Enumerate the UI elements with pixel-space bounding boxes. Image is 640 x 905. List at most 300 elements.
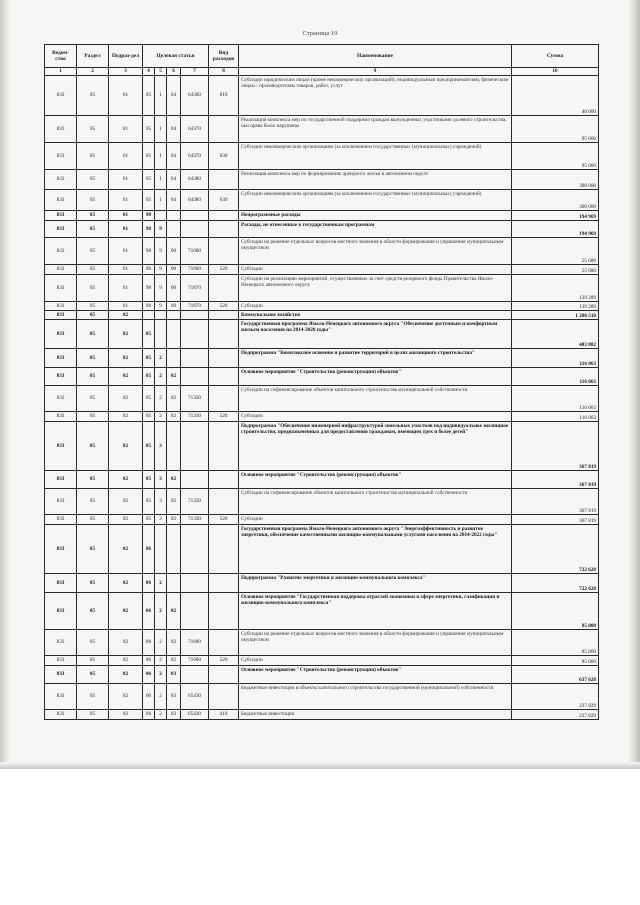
razdel-cell: 05 xyxy=(77,211,109,221)
razdel-cell: 05 xyxy=(77,525,109,574)
vedomstvo-cell: 833 xyxy=(45,265,77,275)
target-direction-cell: 71600 xyxy=(181,630,209,656)
vedomstvo-cell: 833 xyxy=(45,190,77,211)
expense-type-cell xyxy=(209,684,239,710)
target-direction-cell xyxy=(181,221,209,238)
sum-cell: 237 829 xyxy=(512,710,599,720)
target-event-cell xyxy=(167,221,181,238)
vedomstvo-cell: 833 xyxy=(45,311,77,320)
vedomstvo-cell: 833 xyxy=(45,422,77,471)
name-cell: Подпрограмма "Комплексное освоение и развитие территорий в целях жилищного строительства" xyxy=(239,349,512,368)
sum-cell: 483 882 xyxy=(512,320,599,349)
expense-type-cell: 520 xyxy=(209,302,239,311)
target-program-cell: 98 xyxy=(143,265,155,275)
name-cell: Субсидии некоммерческим организациям (за исключением государственных (муниципальных) учреждений) xyxy=(239,190,512,211)
vedomstvo-cell: 833 xyxy=(45,143,77,170)
expense-type-cell xyxy=(209,368,239,386)
target-event-cell: 00 xyxy=(167,275,181,302)
sum-cell: 1 206 510 xyxy=(512,311,599,320)
sum-cell: 722 628 xyxy=(512,574,599,593)
expense-type-cell xyxy=(209,386,239,412)
target-subprogram-cell: 1 xyxy=(155,76,167,116)
target-subprogram-cell: 9 xyxy=(155,302,167,311)
target-subprogram-cell: 2 xyxy=(155,412,167,422)
table-row xyxy=(45,574,599,593)
target-subprogram-cell: 3 xyxy=(155,422,167,471)
table-row xyxy=(45,320,599,349)
target-program-cell: 05 xyxy=(143,368,155,386)
target-subprogram-cell xyxy=(155,211,167,221)
target-direction-cell: 64370 xyxy=(181,143,209,170)
column-number: 4 xyxy=(143,68,155,76)
table-row xyxy=(45,170,599,190)
razdel-cell: 05 xyxy=(77,574,109,593)
razdel-cell: 05 xyxy=(77,412,109,422)
page-number: Страница 19 xyxy=(302,30,338,37)
budget-table xyxy=(44,44,599,720)
sum-cell: 300 000 xyxy=(512,170,599,190)
podrazdel-cell: 02 xyxy=(109,412,143,422)
target-subprogram-cell: 1 xyxy=(155,143,167,170)
name-cell: Коммунальное хозяйство xyxy=(239,311,512,320)
target-event-cell: 02 xyxy=(167,412,181,422)
target-event-cell xyxy=(167,422,181,471)
target-direction-cell xyxy=(181,311,209,320)
razdel-cell: 05 xyxy=(77,489,109,515)
name-cell: Субсидии на софинансирование объектов капитального строительства муниципальной собственности xyxy=(239,386,512,412)
sum-cell: 637 628 xyxy=(512,666,599,684)
expense-type-cell xyxy=(209,275,239,302)
podrazdel-cell: 01 xyxy=(109,221,143,238)
expense-type-cell xyxy=(209,666,239,684)
target-direction-cell: 71330 xyxy=(181,386,209,412)
name-cell: Непрограммные расходы xyxy=(239,211,512,221)
vedomstvo-cell: 833 xyxy=(45,211,77,221)
expense-type-cell: 630 xyxy=(209,143,239,170)
target-program-cell: 05 xyxy=(143,76,155,116)
target-subprogram-cell: 2 xyxy=(155,349,167,368)
name-cell: Основное мероприятие "Строительство (реконструкция) объектов" xyxy=(239,666,512,684)
scan-shadow-left xyxy=(0,0,10,769)
target-direction-cell: 71600 xyxy=(181,265,209,275)
table-row xyxy=(45,666,599,684)
target-subprogram-cell: 2 xyxy=(155,574,167,593)
razdel-cell: 05 xyxy=(77,368,109,386)
target-subprogram-cell: 2 xyxy=(155,368,167,386)
target-direction-cell: 71330 xyxy=(181,489,209,515)
column-number-row xyxy=(45,68,599,76)
target-subprogram-cell xyxy=(155,311,167,320)
podrazdel-cell: 01 xyxy=(109,211,143,221)
razdel-cell: 05 xyxy=(77,221,109,238)
column-number: 2 xyxy=(77,68,109,76)
column-number: 7 xyxy=(181,68,209,76)
name-cell: Основное мероприятие "Строительство (реконструкция) объектов" xyxy=(239,368,512,386)
target-direction-cell: 65430 xyxy=(181,684,209,710)
vedomstvo-cell: 833 xyxy=(45,666,77,684)
podrazdel-cell: 01 xyxy=(109,302,143,311)
podrazdel-cell: 02 xyxy=(109,386,143,412)
target-event-cell: 04 xyxy=(167,116,181,143)
target-subprogram-cell: 2 xyxy=(155,666,167,684)
budget-rows xyxy=(45,76,599,720)
target-subprogram-cell: 1 xyxy=(155,116,167,143)
table-row xyxy=(45,311,599,320)
target-subprogram-cell xyxy=(155,320,167,349)
header-vedomstvo: Ведом-ство xyxy=(45,45,77,68)
target-program-cell: 05 xyxy=(143,471,155,489)
target-program-cell: 05 xyxy=(143,386,155,412)
target-subprogram-cell: 1 xyxy=(155,190,167,211)
razdel-cell: 05 xyxy=(77,386,109,412)
sum-cell: 194 969 xyxy=(512,211,599,221)
name-cell: Основное мероприятие "Строительство (реконструкция) объектов" xyxy=(239,471,512,489)
target-event-cell xyxy=(167,349,181,368)
table-row xyxy=(45,710,599,720)
sum-cell: 194 969 xyxy=(512,221,599,238)
target-direction-cell: 65430 xyxy=(181,710,209,720)
target-event-cell xyxy=(167,320,181,349)
razdel-cell: 05 xyxy=(77,349,109,368)
target-direction-cell: 71870 xyxy=(181,302,209,311)
table-row xyxy=(45,221,599,238)
vedomstvo-cell: 833 xyxy=(45,76,77,116)
sum-cell: 85 000 xyxy=(512,656,599,666)
expense-type-cell: 520 xyxy=(209,412,239,422)
target-program-cell: 98 xyxy=(143,211,155,221)
expense-type-cell xyxy=(209,349,239,368)
sum-cell: 116 063 xyxy=(512,368,599,386)
name-cell: Субсидии юридическим лицам (кроме некоммерческих организаций), индивидуальным предпринимателям, физическим лицам - производителям товаров, работ, услуг xyxy=(239,76,512,116)
target-subprogram-cell: 9 xyxy=(155,238,167,265)
podrazdel-cell: 01 xyxy=(109,265,143,275)
name-cell: Реализация комплекса мер по формированию арендного жилья в автономном округе xyxy=(239,170,512,190)
sum-cell: 116 063 xyxy=(512,349,599,368)
name-cell: Субсидии xyxy=(239,515,512,525)
table-row xyxy=(45,211,599,221)
target-program-cell: 98 xyxy=(143,275,155,302)
target-program-cell: 06 xyxy=(143,593,155,630)
sum-cell: 367 819 xyxy=(512,422,599,471)
vedomstvo-cell: 833 xyxy=(45,302,77,311)
header-vid-rashodov: Вид расходов xyxy=(209,45,239,68)
table-row xyxy=(45,265,599,275)
vedomstvo-cell: 833 xyxy=(45,221,77,238)
target-subprogram-cell: 1 xyxy=(155,170,167,190)
target-direction-cell xyxy=(181,320,209,349)
name-cell: Субсидии на реализацию мероприятий, осуществляемых за счет средств резервного фонда Правительства Ямало-Ненецкого автономного округа xyxy=(239,275,512,302)
table-row xyxy=(45,190,599,211)
table-row xyxy=(45,525,599,574)
name-cell: Субсидии xyxy=(239,656,512,666)
vedomstvo-cell: 833 xyxy=(45,320,77,349)
target-program-cell: 06 xyxy=(143,630,155,656)
header-celevaya-statya: Целевая статья xyxy=(143,45,209,68)
target-event-cell: 03 xyxy=(167,666,181,684)
sum-cell: 367 819 xyxy=(512,489,599,515)
target-program-cell: 98 xyxy=(143,238,155,265)
vedomstvo-cell: 833 xyxy=(45,116,77,143)
scan-shadow-bottom xyxy=(0,762,640,769)
table-row xyxy=(45,412,599,422)
expense-type-cell: 520 xyxy=(209,515,239,525)
target-program-cell: 06 xyxy=(143,710,155,720)
target-event-cell: 03 xyxy=(167,684,181,710)
razdel-cell: 05 xyxy=(77,422,109,471)
vedomstvo-cell: 833 xyxy=(45,412,77,422)
target-event-cell xyxy=(167,211,181,221)
target-event-cell: 02 xyxy=(167,471,181,489)
podrazdel-cell: 01 xyxy=(109,143,143,170)
target-program-cell xyxy=(143,311,155,320)
target-event-cell: 02 xyxy=(167,515,181,525)
target-program-cell: 06 xyxy=(143,525,155,574)
target-direction-cell: 71600 xyxy=(181,238,209,265)
podrazdel-cell: 02 xyxy=(109,666,143,684)
expense-type-cell: 410 xyxy=(209,710,239,720)
expense-type-cell xyxy=(209,170,239,190)
target-direction-cell: 64380 xyxy=(181,190,209,211)
expense-type-cell xyxy=(209,574,239,593)
target-event-cell: 02 xyxy=(167,593,181,630)
target-event-cell: 03 xyxy=(167,710,181,720)
column-number: 6 xyxy=(167,68,181,76)
target-event-cell: 02 xyxy=(167,630,181,656)
target-program-cell: 05 xyxy=(143,143,155,170)
target-program-cell: 05 xyxy=(143,489,155,515)
razdel-cell: 05 xyxy=(77,190,109,211)
target-direction-cell xyxy=(181,211,209,221)
target-program-cell: 05 xyxy=(143,190,155,211)
target-program-cell: 05 xyxy=(143,116,155,143)
podrazdel-cell: 01 xyxy=(109,170,143,190)
target-direction-cell: 64380 xyxy=(181,170,209,190)
vedomstvo-cell: 833 xyxy=(45,238,77,265)
target-direction-cell: 64370 xyxy=(181,116,209,143)
header-razdel: Раздел xyxy=(77,45,109,68)
razdel-cell: 05 xyxy=(77,265,109,275)
sum-cell: 367 819 xyxy=(512,471,599,489)
expense-type-cell xyxy=(209,116,239,143)
expense-type-cell xyxy=(209,238,239,265)
target-subprogram-cell: 3 xyxy=(155,515,167,525)
target-event-cell: 02 xyxy=(167,386,181,412)
podrazdel-cell: 02 xyxy=(109,656,143,666)
target-program-cell: 05 xyxy=(143,320,155,349)
podrazdel-cell: 02 xyxy=(109,574,143,593)
target-direction-cell xyxy=(181,471,209,489)
vedomstvo-cell: 833 xyxy=(45,170,77,190)
razdel-cell: 05 xyxy=(77,684,109,710)
sum-cell: 300 000 xyxy=(512,190,599,211)
expense-type-cell xyxy=(209,471,239,489)
column-number: 3 xyxy=(109,68,143,76)
table-row xyxy=(45,471,599,489)
name-cell: Расходы, не отнесенные к государственным программам xyxy=(239,221,512,238)
target-program-cell: 98 xyxy=(143,302,155,311)
name-cell: Субсидии xyxy=(239,412,512,422)
podrazdel-cell: 02 xyxy=(109,320,143,349)
podrazdel-cell: 02 xyxy=(109,368,143,386)
vedomstvo-cell: 833 xyxy=(45,349,77,368)
razdel-cell: 05 xyxy=(77,666,109,684)
podrazdel-cell: 01 xyxy=(109,238,143,265)
razdel-cell: 05 xyxy=(77,593,109,630)
table-row xyxy=(45,302,599,311)
target-direction-cell: 64360 xyxy=(181,76,209,116)
target-event-cell: 04 xyxy=(167,76,181,116)
podrazdel-cell: 02 xyxy=(109,593,143,630)
name-cell: Субсидии xyxy=(239,302,512,311)
name-cell: Реализация комплекса мер по государственной поддержке граждан вынужденных участниками долевого строительства, чьи права были нарушены xyxy=(239,116,512,143)
razdel-cell: 05 xyxy=(77,311,109,320)
target-event-cell: 04 xyxy=(167,143,181,170)
target-event-cell: 02 xyxy=(167,368,181,386)
expense-type-cell: 520 xyxy=(209,265,239,275)
column-number: 8 xyxy=(209,68,239,76)
sum-cell: 722 628 xyxy=(512,525,599,574)
vedomstvo-cell: 833 xyxy=(45,593,77,630)
expense-type-cell xyxy=(209,630,239,656)
vedomstvo-cell: 833 xyxy=(45,656,77,666)
expense-type-cell: 630 xyxy=(209,190,239,211)
target-direction-cell xyxy=(181,574,209,593)
target-subprogram-cell: 2 xyxy=(155,684,167,710)
target-direction-cell: 71330 xyxy=(181,515,209,525)
sum-cell: 237 829 xyxy=(512,684,599,710)
target-direction-cell xyxy=(181,422,209,471)
target-subprogram-cell: 3 xyxy=(155,489,167,515)
target-direction-cell: 71870 xyxy=(181,275,209,302)
target-event-cell: 00 xyxy=(167,302,181,311)
target-program-cell: 05 xyxy=(143,412,155,422)
scan-shadow-right xyxy=(628,0,640,769)
podrazdel-cell: 01 xyxy=(109,190,143,211)
target-direction-cell xyxy=(181,368,209,386)
table-row xyxy=(45,143,599,170)
podrazdel-cell: 01 xyxy=(109,116,143,143)
sum-cell: 95 000 xyxy=(512,143,599,170)
target-event-cell: 02 xyxy=(167,489,181,515)
table-row xyxy=(45,238,599,265)
name-cell: Бюджетные инвестиции в объекты капитального строительства государственной (муниципальной) собственности xyxy=(239,684,512,710)
target-subprogram-cell: 3 xyxy=(155,471,167,489)
vedomstvo-cell: 833 xyxy=(45,630,77,656)
sum-cell: 40 000 xyxy=(512,76,599,116)
column-number: 1 xyxy=(45,68,77,76)
column-number: 9 xyxy=(239,68,512,76)
column-number: 5 xyxy=(155,68,167,76)
target-subprogram-cell: 2 xyxy=(155,710,167,720)
vedomstvo-cell: 833 xyxy=(45,515,77,525)
target-program-cell: 06 xyxy=(143,684,155,710)
vedomstvo-cell: 833 xyxy=(45,710,77,720)
razdel-cell: 05 xyxy=(77,143,109,170)
vedomstvo-cell: 833 xyxy=(45,275,77,302)
podrazdel-cell: 02 xyxy=(109,489,143,515)
target-event-cell: 02 xyxy=(167,656,181,666)
sum-cell: 55 680 xyxy=(512,265,599,275)
target-program-cell: 06 xyxy=(143,574,155,593)
sum-cell: 85 000 xyxy=(512,630,599,656)
name-cell: Государственная программа Ямало-Ненецкого автономного округа "Энергоэффективность и развитие энергетики, обеспечение качественными жилищно-коммунальными услугами населения на 2014-2022 годы" xyxy=(239,525,512,574)
target-direction-cell xyxy=(181,349,209,368)
target-event-cell xyxy=(167,525,181,574)
target-subprogram-cell xyxy=(155,525,167,574)
razdel-cell: 05 xyxy=(77,515,109,525)
razdel-cell: 05 xyxy=(77,170,109,190)
sum-cell: 116 063 xyxy=(512,412,599,422)
razdel-cell: 05 xyxy=(77,630,109,656)
target-program-cell: 05 xyxy=(143,515,155,525)
expense-type-cell xyxy=(209,489,239,515)
expense-type-cell xyxy=(209,525,239,574)
podrazdel-cell: 02 xyxy=(109,515,143,525)
name-cell: Субсидии на решение отдельных вопросов местного значения в области формирования и управления муниципальным имуществом xyxy=(239,238,512,265)
table-row xyxy=(45,630,599,656)
expense-type-cell xyxy=(209,311,239,320)
table-row xyxy=(45,116,599,143)
expense-type-cell xyxy=(209,211,239,221)
target-subprogram-cell: 2 xyxy=(155,630,167,656)
target-subprogram-cell: 9 xyxy=(155,275,167,302)
name-cell: Подпрограмма "Развитие энергетики и жилищно-коммунального комплекса" xyxy=(239,574,512,593)
expense-type-cell: 810 xyxy=(209,76,239,116)
razdel-cell: 05 xyxy=(77,320,109,349)
table-row xyxy=(45,275,599,302)
sum-cell: 139 289 xyxy=(512,275,599,302)
target-subprogram-cell: 9 xyxy=(155,221,167,238)
target-event-cell: 04 xyxy=(167,170,181,190)
podrazdel-cell: 02 xyxy=(109,471,143,489)
expense-type-cell xyxy=(209,422,239,471)
target-program-cell: 05 xyxy=(143,349,155,368)
table-row xyxy=(45,386,599,412)
target-direction-cell: 71600 xyxy=(181,656,209,666)
target-subprogram-cell: 2 xyxy=(155,593,167,630)
podrazdel-cell: 01 xyxy=(109,76,143,116)
expense-type-cell xyxy=(209,320,239,349)
table-row xyxy=(45,684,599,710)
sum-cell: 116 063 xyxy=(512,386,599,412)
sum-cell: 55 680 xyxy=(512,238,599,265)
name-cell: Субсидии некоммерческим организациям (за исключением государственных (муниципальных) учреждений) xyxy=(239,143,512,170)
razdel-cell: 05 xyxy=(77,76,109,116)
column-number: 10 xyxy=(512,68,599,76)
table-row xyxy=(45,368,599,386)
table-row xyxy=(45,515,599,525)
podrazdel-cell: 02 xyxy=(109,684,143,710)
target-direction-cell xyxy=(181,593,209,630)
podrazdel-cell: 02 xyxy=(109,630,143,656)
target-program-cell: 98 xyxy=(143,221,155,238)
target-program-cell: 06 xyxy=(143,656,155,666)
target-direction-cell: 71330 xyxy=(181,412,209,422)
target-program-cell: 05 xyxy=(143,170,155,190)
vedomstvo-cell: 833 xyxy=(45,574,77,593)
target-program-cell: 05 xyxy=(143,422,155,471)
target-subprogram-cell: 2 xyxy=(155,656,167,666)
razdel-cell: 05 xyxy=(77,302,109,311)
sum-cell: 95 000 xyxy=(512,116,599,143)
razdel-cell: 05 xyxy=(77,656,109,666)
table-row xyxy=(45,656,599,666)
name-cell: Подпрограмма "Обеспечение инженерной инфраструктурой земельных участков под индивидуальное жилищное строительство, предназначенных для предоставления гражданам, имеющим трех и более детей" xyxy=(239,422,512,471)
name-cell: Бюджетные инвестиции xyxy=(239,710,512,720)
podrazdel-cell: 02 xyxy=(109,422,143,471)
razdel-cell: 05 xyxy=(77,471,109,489)
target-program-cell: 06 xyxy=(143,666,155,684)
